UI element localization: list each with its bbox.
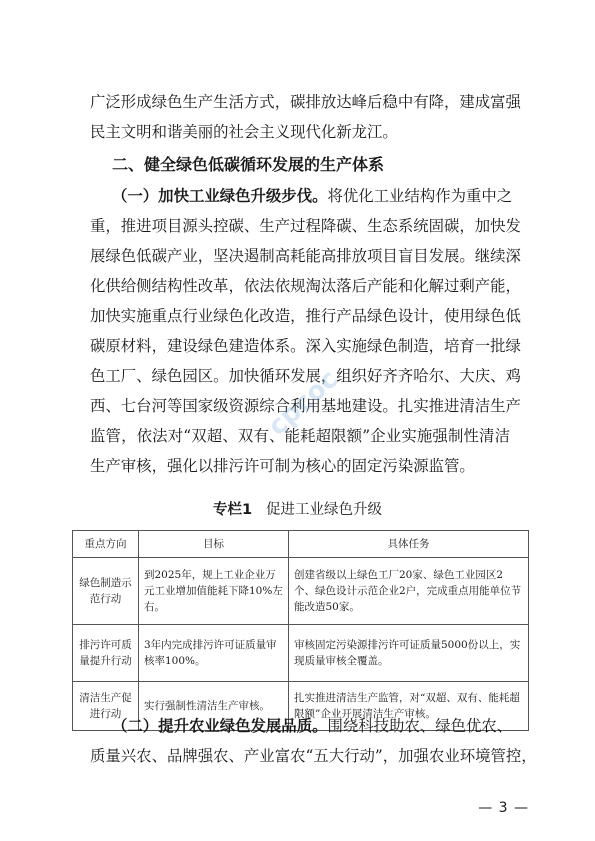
header-direction: 重点方向 bbox=[73, 531, 139, 558]
subsection1-title: （一）加快工业绿色升级步伐。 bbox=[112, 187, 328, 205]
table-header-row bbox=[73, 531, 529, 558]
subsection1-line-2: 重，推进项目源头控碳、生产过程降碳、生态系统固碳，加快发 bbox=[90, 217, 521, 235]
subsection2-title: （二）提升农业绿色发展品质。 bbox=[112, 717, 328, 735]
row-task: 扎实推进清洁生产监管，对“双超、双有、能耗超限额”企业开展清洁生产审核。 bbox=[289, 682, 529, 731]
header-task: 具体任务 bbox=[289, 531, 529, 558]
subsection1-line-5: 加快实施重点行业绿色化改造，推行产品绿色设计，使用绿色低 bbox=[90, 307, 521, 325]
intro-line-1: 广泛形成绿色生产生活方式，碳排放达峰后稳中有降，建成富强 bbox=[90, 93, 521, 111]
table-caption-number: 专栏1 bbox=[212, 502, 253, 518]
subsection2-line-2: 质量兴农、品牌强农、产业富农“五大行动”，加强农业环境管控， bbox=[90, 747, 537, 765]
subsection1-line-10: 生产审核，强化以排污许可制为核心的固定污染源监管。 bbox=[90, 457, 475, 475]
row-target: 到2025年，规上工业企业万元工业增加值能耗下降10%左右。 bbox=[139, 558, 289, 625]
subsection1-line-9: 监管，依法对“双超、双有、能耗超限额”企业实施强制性清洁 bbox=[90, 427, 510, 445]
watermark-logo: cpcoc bbox=[262, 364, 345, 442]
row-target: 实行强制性清洁生产审核。 bbox=[139, 682, 289, 731]
subsection1-line-8: 西、七台河等国家级资源综合利用基地建设。扎实推进清洁生产 bbox=[90, 397, 521, 415]
row-task: 审核固定污染源排污许可证质量5000份以上，实现质量审核全覆盖。 bbox=[289, 625, 529, 682]
subsection1-line-6: 碳原材料，建设绿色建造体系。深入实施绿色制造，培育一批绿 bbox=[90, 337, 521, 355]
row-target: 3年内完成排污许可证质量审核率100%。 bbox=[139, 625, 289, 682]
subsection1-line-3: 展绿色低碳产业，坚决遏制高耗能高排放项目盲目发展。继续深 bbox=[90, 247, 521, 265]
intro-line-2: 民主文明和谐美丽的社会主义现代化新龙江。 bbox=[90, 123, 398, 141]
subsection1-line-1: 将优化工业结构作为重中之 bbox=[327, 187, 513, 205]
header-target: 目标 bbox=[139, 531, 289, 558]
row-direction: 绿色制造示范行动 bbox=[73, 558, 139, 625]
row-task: 创建省级以上绿色工厂20家、绿色工业园区2个、绿色设计示范企业2户，完成重点用能单位节能改造50家。 bbox=[289, 558, 529, 625]
row-direction: 清洁生产促进行动 bbox=[73, 682, 139, 731]
subsection1-line-4: 化供给侧结构性改革，依法依规淘汰落后产能和化解过剩产能， bbox=[90, 277, 521, 295]
table-row bbox=[73, 625, 529, 682]
page-number: — 3 — bbox=[478, 800, 529, 816]
subsection1-line-7: 色工厂、绿色园区。加快循环发展，组织好齐齐哈尔、大庆、鸡 bbox=[90, 367, 521, 385]
subsection2-first-line bbox=[112, 716, 513, 736]
table-row bbox=[73, 558, 529, 625]
subsection2-line-1: 围绕科技助农、绿色优农、 bbox=[327, 717, 513, 735]
section-heading: 二、健全绿色低碳循环发展的生产体系 bbox=[112, 155, 385, 174]
subsection1-first-line bbox=[112, 186, 513, 206]
task-table bbox=[72, 530, 529, 731]
row-direction: 排污许可质量提升行动 bbox=[73, 625, 139, 682]
table-caption bbox=[0, 500, 595, 520]
table-caption-title: 促进工业绿色升级 bbox=[266, 502, 383, 518]
